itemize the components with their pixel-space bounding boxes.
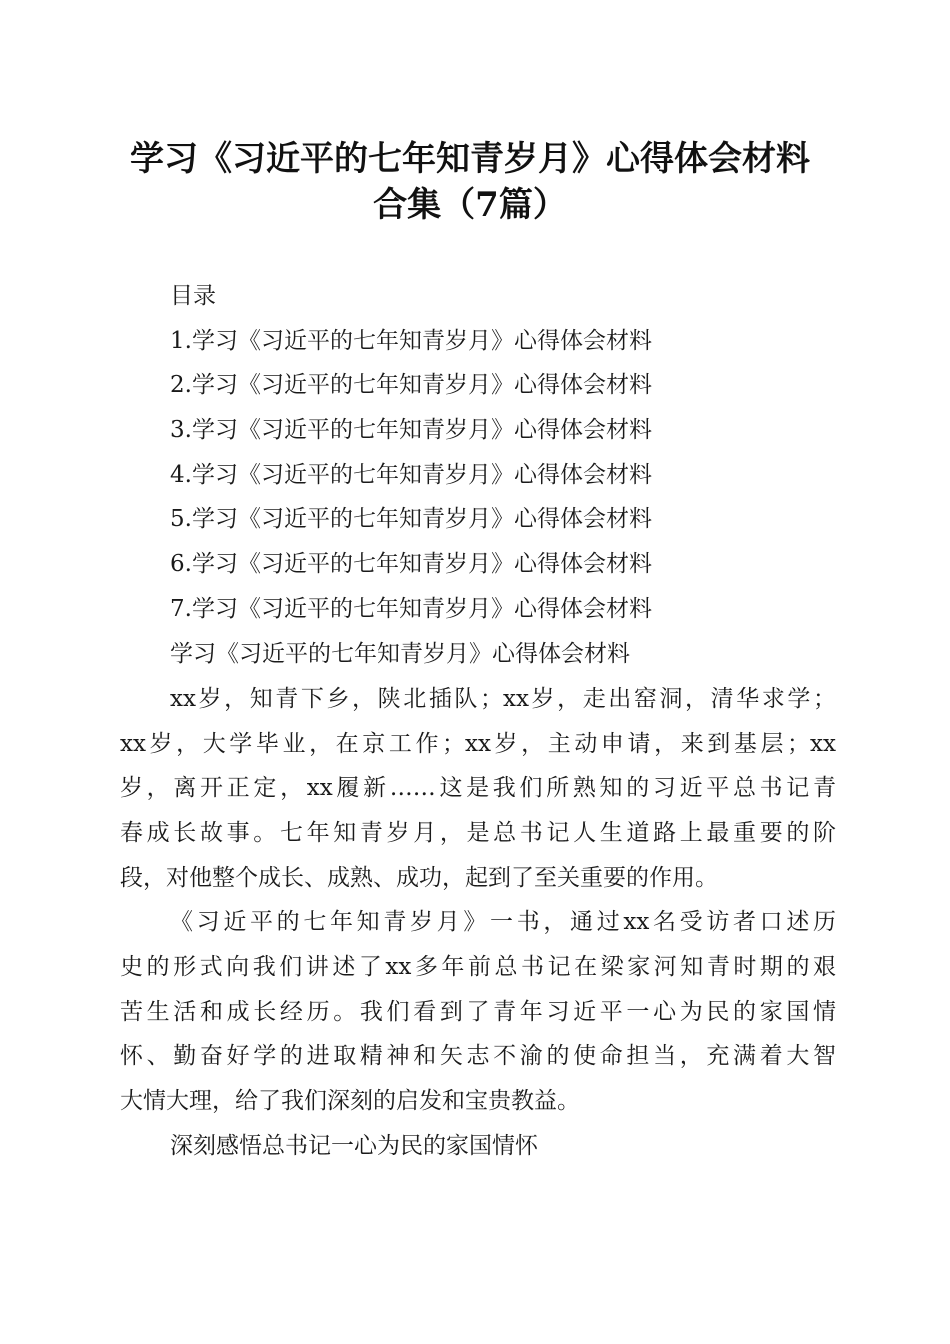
article-heading: 学习《习近平的七年知青岁月》心得体会材料 (170, 641, 630, 667)
paragraph-1-line-4: 春成长故事。七年知青岁月，是总书记人生道路上最重要的阶 (120, 820, 836, 846)
toc-item-7[interactable]: 7.学习《习近平的七年知青岁月》心得体会材料 (170, 596, 652, 622)
paragraph-2-line-4: 怀、勤奋好学的进取精神和矢志不渝的使命担当，充满着大智 (120, 1043, 836, 1069)
toc-item-3[interactable]: 3.学习《习近平的七年知青岁月》心得体会材料 (170, 417, 652, 443)
paragraph-2-line-1: 《习近平的七年知青岁月》一书，通过xx名受访者口述历 (170, 909, 836, 935)
toc-heading: 目录 (170, 283, 216, 309)
paragraph-1-line-2: xx岁，大学毕业，在京工作；xx岁，主动申请，来到基层；xx (120, 731, 836, 757)
toc-item-1[interactable]: 1.学习《习近平的七年知青岁月》心得体会材料 (170, 328, 652, 354)
paragraph-1-line-5: 段，对他整个成长、成熟、成功，起到了至关重要的作用。 (120, 865, 718, 891)
toc-item-2[interactable]: 2.学习《习近平的七年知青岁月》心得体会材料 (170, 372, 652, 398)
document-title-line-1: 学习《习近平的七年知青岁月》心得体会材料 (130, 139, 810, 179)
toc-item-4[interactable]: 4.学习《习近平的七年知青岁月》心得体会材料 (170, 462, 652, 488)
document-title-line-2: 合集（7篇） (373, 185, 567, 225)
paragraph-2-line-3: 苦生活和成长经历。我们看到了青年习近平一心为民的家国情 (120, 999, 836, 1025)
toc-item-6[interactable]: 6.学习《习近平的七年知青岁月》心得体会材料 (170, 551, 652, 577)
paragraph-1-line-3: 岁，离开正定，xx履新……这是我们所熟知的习近平总书记青 (120, 775, 836, 801)
paragraph-2-line-2: 史的形式向我们讲述了xx多年前总书记在梁家河知青时期的艰 (120, 954, 836, 980)
section-subheading: 深刻感悟总书记一心为民的家国情怀 (170, 1133, 538, 1159)
paragraph-2-line-5: 大情大理，给了我们深刻的启发和宝贵教益。 (120, 1088, 580, 1114)
paragraph-1-line-1: xx岁，知青下乡，陕北插队；xx岁，走出窑洞，清华求学； (170, 686, 836, 712)
toc-item-5[interactable]: 5.学习《习近平的七年知青岁月》心得体会材料 (170, 506, 652, 532)
